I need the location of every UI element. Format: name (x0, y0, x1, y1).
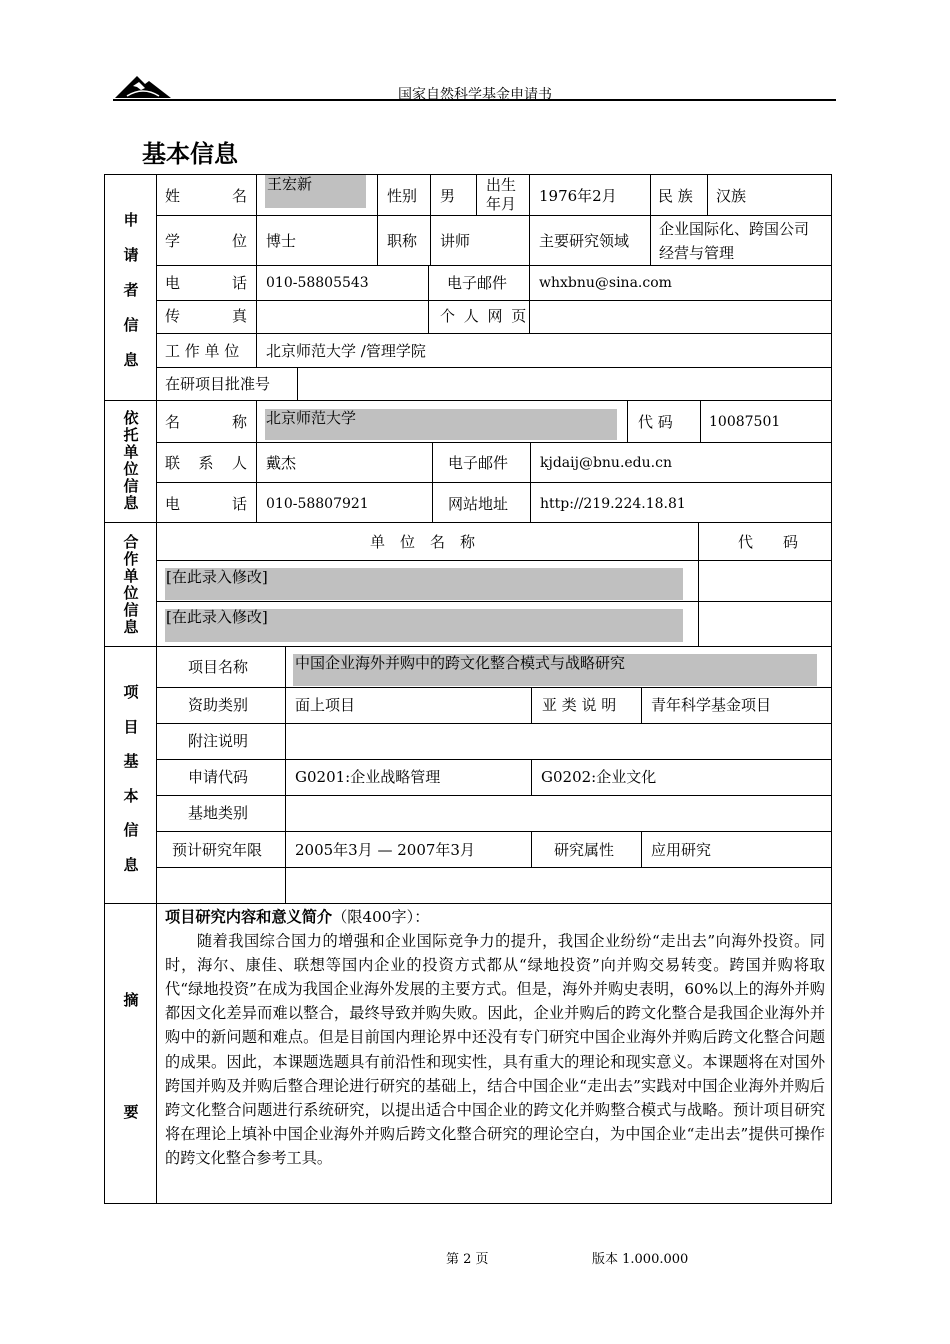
host-code-value[interactable]: 10087501 (709, 414, 781, 430)
name-value[interactable]: 王宏新 (267, 175, 313, 193)
research-field-value-line1[interactable]: 企业国际化、跨国公司 (659, 220, 810, 238)
abstract-text[interactable] (165, 905, 825, 1170)
project-name-value[interactable]: 中国企业海外并购中的跨文化整合模式与战略研究 (295, 654, 626, 672)
partner-name-column-header: 单 位 名 称 (370, 533, 476, 551)
gender-label: 性别 (387, 187, 418, 205)
abstract-label-2: 要 (123, 1103, 139, 1121)
partner-row-2-name[interactable]: [在此录入修改] (166, 608, 268, 626)
degree-label: 学 位 (165, 232, 247, 250)
research-field-label: 主要研究领域 (539, 232, 630, 250)
job-title-value[interactable]: 讲师 (440, 232, 471, 250)
host-group-label: 依 托 单 位 信 息 (123, 409, 139, 512)
approved-project-label: 在研项目批准号 (165, 375, 271, 393)
abstract-heading-note: （限400字）： (332, 908, 430, 926)
email-label: 电子邮件 (447, 274, 508, 292)
application-code-value-1[interactable]: G0201:企业战略管理 (295, 768, 441, 786)
phone-label: 电 话 (165, 274, 247, 292)
project-group-label: 项 目 基 本 信 息 (123, 683, 139, 874)
subtype-value[interactable]: 青年科学基金项目 (651, 696, 772, 714)
note-label: 附注说明 (188, 732, 249, 750)
funding-type-value[interactable]: 面上项目 (295, 696, 356, 714)
work-unit-label: 工 作 单 位 (165, 342, 240, 360)
application-code-label: 申请代码 (188, 768, 249, 786)
research-period-label: 预计研究年限 (172, 841, 263, 859)
birth-value[interactable]: 1976年2月 (539, 187, 617, 205)
document-title: 国家自然科学基金申请书 (398, 87, 552, 103)
abstract-label-1: 摘 (123, 991, 139, 1009)
email-value[interactable]: whxbnu@sina.com (539, 275, 672, 291)
partner-group-label: 合 作 单 位 信 息 (123, 533, 139, 636)
version-label: 版本 1.000.000 (592, 1252, 689, 1267)
subtype-label: 亚 类 说 明 (542, 696, 617, 714)
page-number: 第 2 页 (446, 1252, 489, 1267)
funding-type-label: 资助类别 (188, 696, 249, 714)
ethnicity-label: 民 族 (658, 187, 693, 205)
ethnicity-value[interactable]: 汉族 (716, 187, 747, 205)
research-field-value-line2[interactable]: 经营与管理 (659, 244, 735, 262)
abstract-heading: 项目研究内容和意义简介 (165, 908, 333, 926)
name-label: 姓 名 (165, 187, 247, 205)
host-website-value[interactable]: http://219.224.18.81 (540, 496, 686, 512)
partner-code-column-header: 代 码 (738, 533, 799, 551)
abstract-body: 随着我国综合国力的增强和企业国际竞争力的提升，我国企业纷纷“走出去”向海外投资。同时，海尔、康佳、联想等国内企业的投资方式都从“绿地投资”向并购交易转变。跨国并购将取代“绿地投资”在成为我国企业海外发展的主要方式。但是，海外并购史表明，60%以上的海外并购都因文化差异而难以整合，最终导致并购失败。因此，企业并购后的跨文化整合是我国企业海外并购中的新问题和难点。但是目前国内理论界中还没有专门研究中国企业海外并购后跨文化整合问题的成果。因此，本课题选题具有前沿性和现实性，具有重大的理论和现实意义。本课题将在对国外跨国并购及并购后整合理论进行研究的基础上，结合中国企业“走出去”实践对中国企业海外并购后跨文化整合问题进行系统研究，以提出适合中国企业的跨文化并购整合模式与战略。预计项目研究将在理论上填补中国企业海外并购后跨文化整合研究的理论空白，为中国企业“走出去”提供可操作的跨文化整合参考工具。 (165, 932, 825, 1167)
host-contact-value[interactable]: 戴杰 (266, 454, 297, 472)
host-contact-label: 联 系 人 (165, 454, 247, 472)
host-name-label: 名 称 (165, 413, 247, 431)
section-title: 基本信息 (142, 140, 238, 168)
base-type-label: 基地类别 (188, 804, 249, 822)
host-code-label: 代 码 (638, 413, 673, 431)
host-website-label: 网站地址 (448, 495, 509, 513)
host-email-label: 电子邮件 (448, 454, 509, 472)
job-title-label: 职称 (387, 232, 418, 250)
research-period-value[interactable]: 2005年3月 — 2007年3月 (295, 841, 475, 859)
research-attribute-label: 研究属性 (554, 841, 615, 859)
partner-row-1-name[interactable]: [在此录入修改] (166, 568, 268, 586)
host-phone-value[interactable]: 010-58807921 (266, 496, 369, 512)
applicant-group-label: 申 请 者 信 息 (123, 211, 139, 369)
birth-label: 出生年月 (486, 176, 517, 213)
application-code-value-2[interactable]: G0202:企业文化 (541, 768, 657, 786)
host-phone-label: 电 话 (165, 495, 247, 513)
host-email-value[interactable]: kjdaij@bnu.edu.cn (540, 455, 672, 471)
gender-value[interactable]: 男 (440, 187, 456, 205)
homepage-label: 个 人 网 页 (440, 307, 529, 325)
phone-value[interactable]: 010-58805543 (266, 275, 369, 291)
fax-label: 传 真 (165, 307, 247, 325)
work-unit-value[interactable]: 北京师范大学 /管理学院 (266, 342, 426, 360)
degree-value[interactable]: 博士 (266, 232, 297, 250)
project-name-label: 项目名称 (188, 658, 249, 676)
host-name-value[interactable]: 北京师范大学 (266, 409, 357, 427)
research-attribute-value[interactable]: 应用研究 (651, 841, 712, 859)
